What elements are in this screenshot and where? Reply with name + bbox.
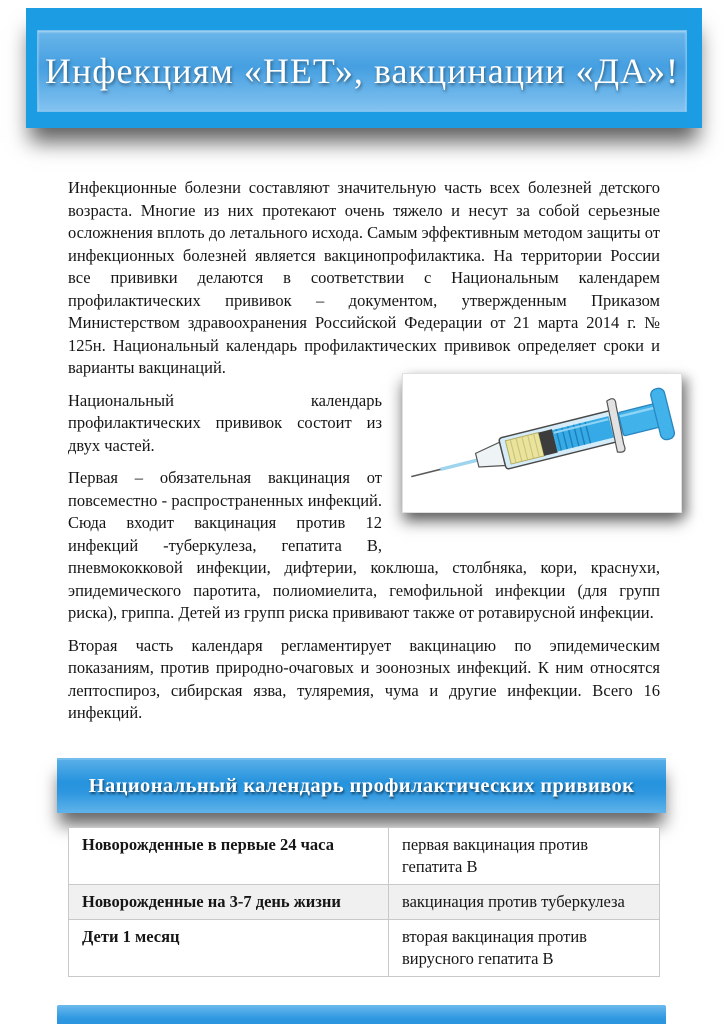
- main-banner-panel: [37, 30, 687, 112]
- vaccine-cell: вакцинация против туберкулеза: [389, 885, 660, 920]
- bottom-banner-strip: [57, 1005, 666, 1024]
- vaccine-cell: первая вакцинация против гепатита В: [389, 828, 660, 885]
- article-body: [68, 177, 660, 735]
- age-cell: Дети 1 месяц: [69, 920, 389, 977]
- main-banner: [26, 8, 702, 128]
- section-header: [57, 758, 666, 813]
- vaccination-table: [68, 827, 660, 977]
- part-two-paragraph: Вторая часть календаря регламентирует вакцинацию по эпидемическим показаниям, против природно-очаговых и зоонозных инфекций. К ним относятся лептоспироз, сибирская язва, туляремия, чума и другие инфекции. Всего 16 инфекций.: [68, 635, 660, 722]
- part-one-paragraph: Первая – обязательная вакцинация от повсеместно - распространенных инфекций. Сюда входит вакцинация против 12 инфекций -туберкулеза, гепатита В, пневмококковой инфекции, дифтерии, коклюша, столбняка, кори, краснухи, эпидемического паротита, полиомиелита, гемофильной инфекции (для групп риска), гриппа. Детей из групп риска прививают также от ротавирусной инфекции.: [68, 468, 660, 622]
- table-row: [69, 920, 660, 977]
- two-parts-paragraph: [68, 390, 660, 458]
- table-row: [69, 885, 660, 920]
- age-cell: Новорожденные в первые 24 часа: [69, 828, 389, 885]
- syringe-image: [402, 373, 682, 513]
- vaccine-cell: вторая вакцинация против вирусного гепатита В: [389, 920, 660, 977]
- two-parts-text: Национальный календарь профилактических прививок состоит из двух частей.: [68, 390, 382, 455]
- age-cell: Новорожденные на 3-7 день жизни: [69, 885, 389, 920]
- intro-paragraph: Инфекционные болезни составляют значительную часть всех болезней детского возраста. Многие из них протекают очень тяжело и несут за собой серьезные осложнения вплоть до летального исхода. Самым эффективным методом защиты от инфекционных болезней является вакцинопрофилактика. На территории России все прививки делаются в соответствии с Национальным календарем профилактических прививок – документом, утвержденным Приказом Министерством здравоохранения Российской Федерации от 21 марта 2014 г. № 125н. Национальный календарь профилактических прививок определяет сроки и варианты вакцинаций.: [68, 178, 660, 377]
- page-title: Инфекциям «НЕТ», вакцинации «ДА»!: [44, 51, 680, 91]
- syringe-icon: [409, 378, 675, 508]
- section-title: Национальный календарь профилактических прививок: [88, 775, 635, 797]
- table-row: [69, 828, 660, 885]
